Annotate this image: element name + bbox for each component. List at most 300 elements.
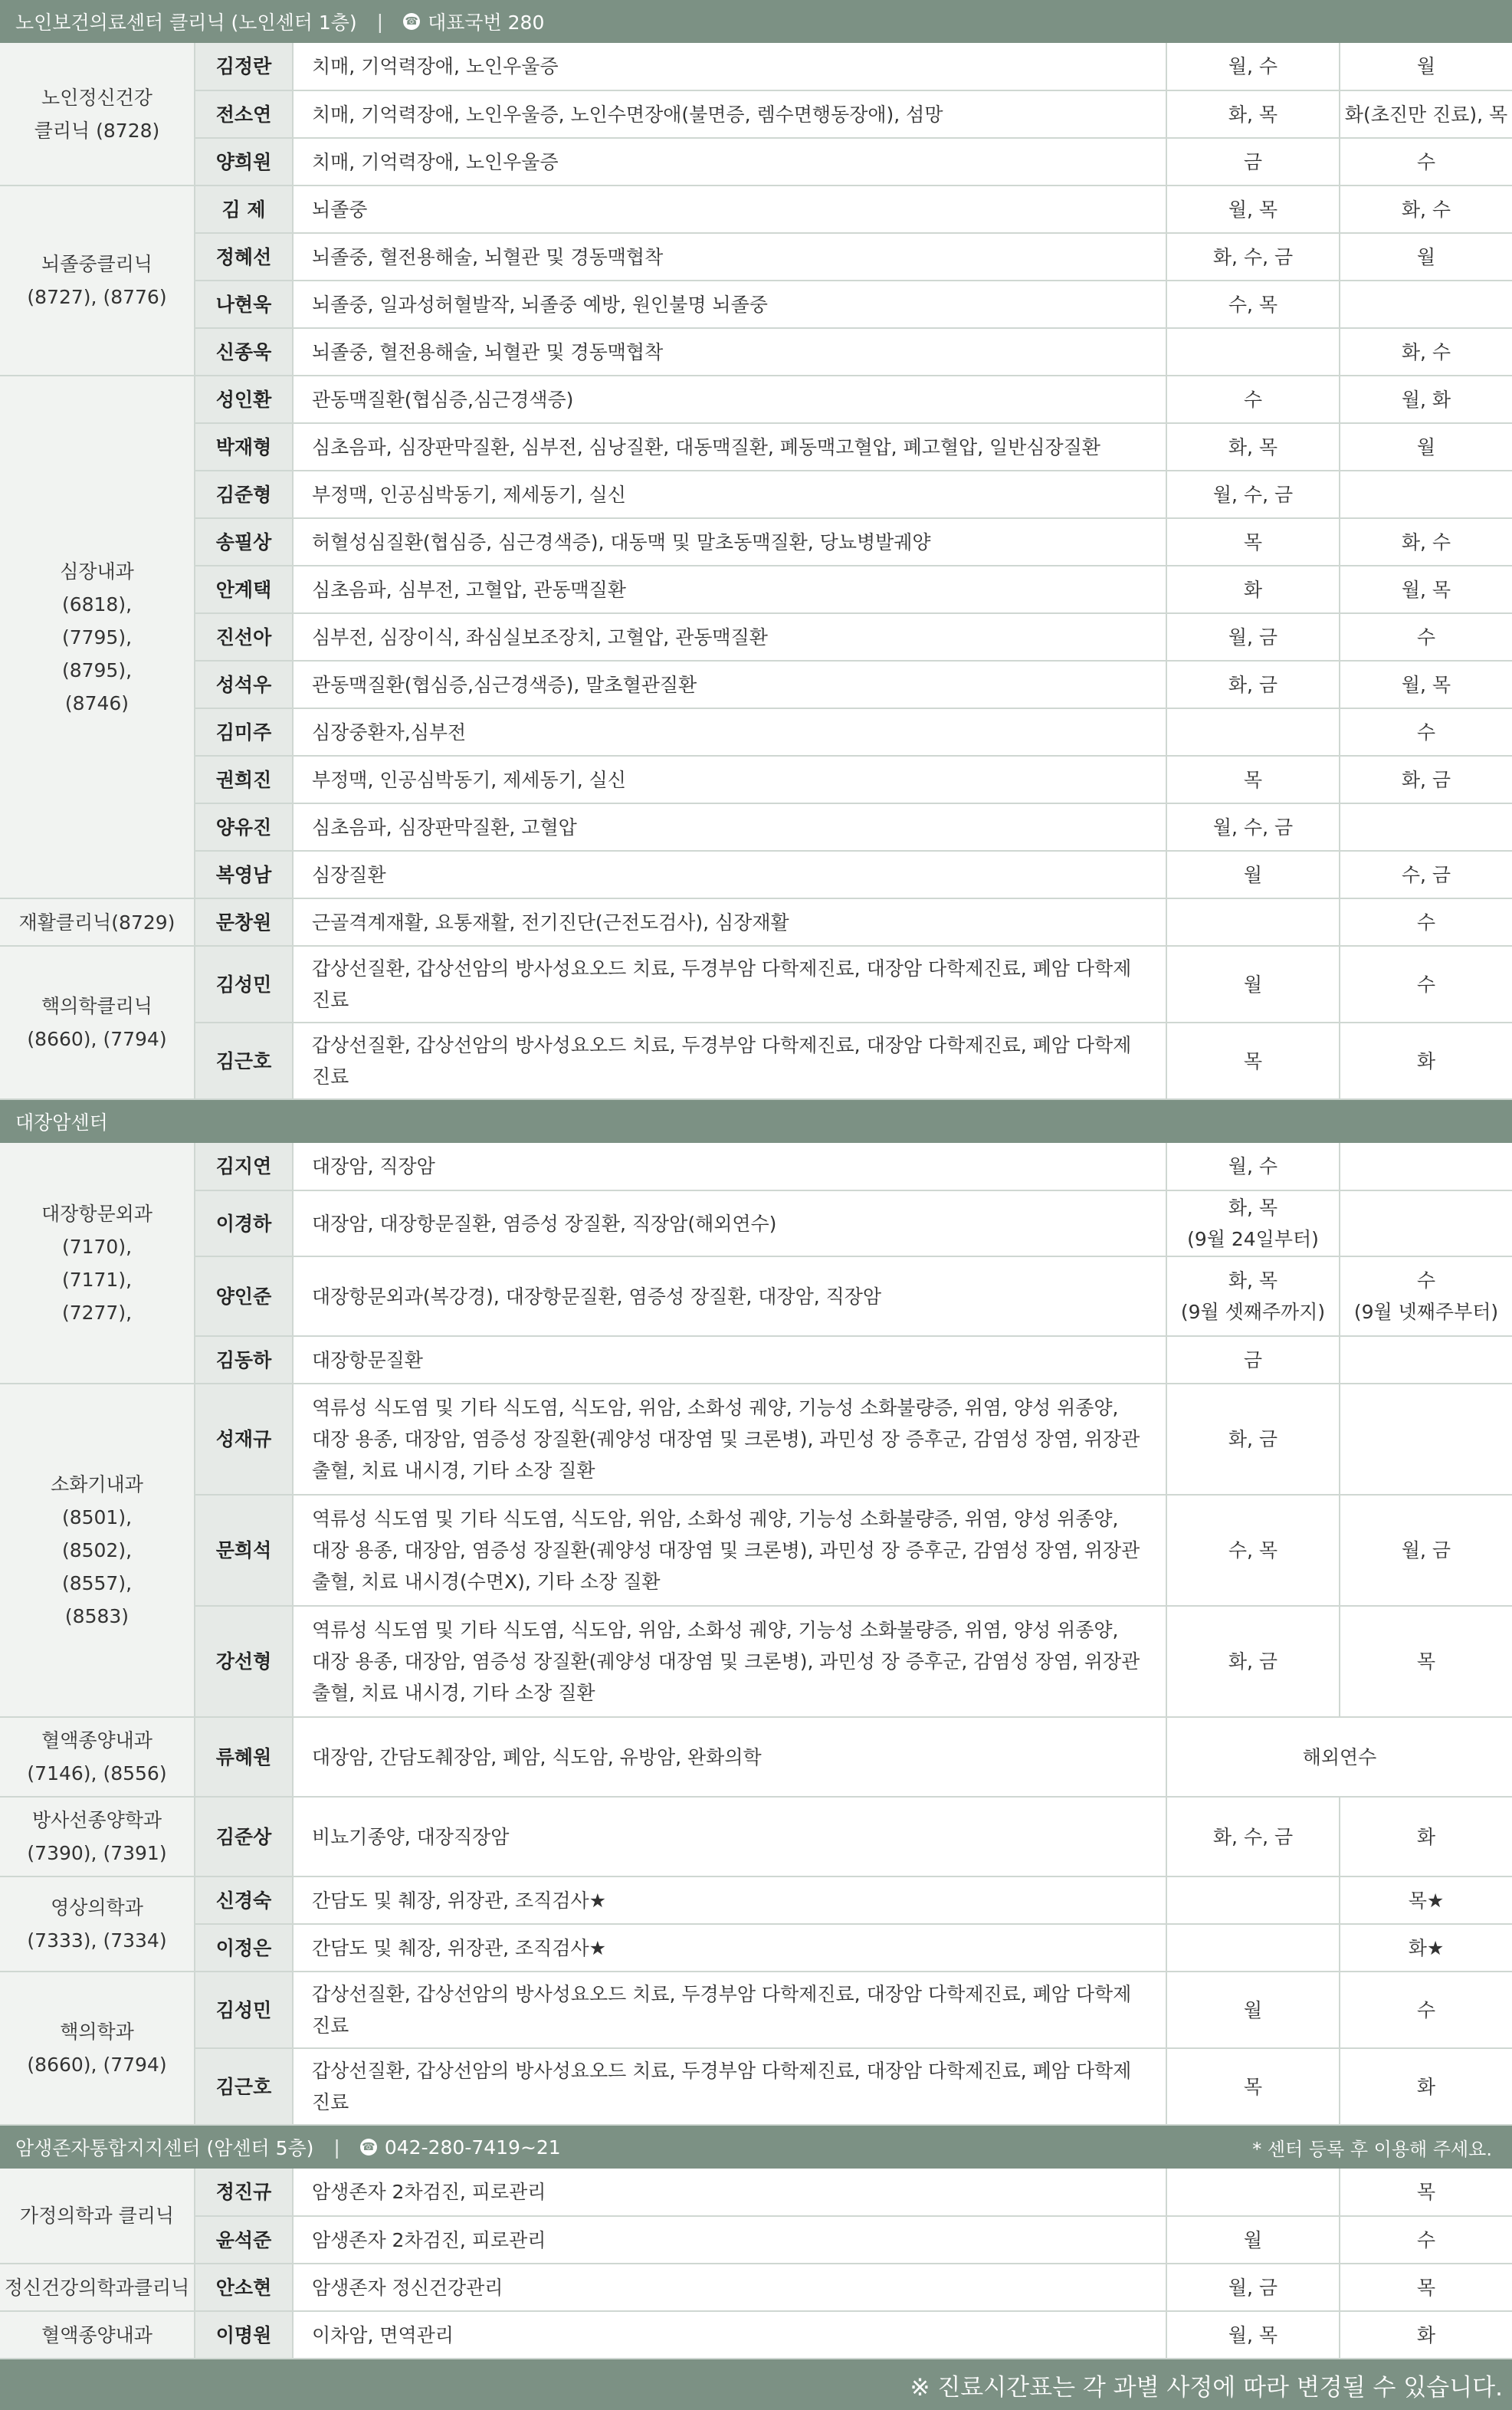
specialty-cell	[293, 898, 1166, 946]
schedule-line: 수	[1416, 150, 1436, 173]
table-row	[0, 281, 1512, 328]
schedule-line: 목	[1416, 2181, 1436, 2203]
schedule-am	[1166, 661, 1340, 708]
department-line: (8583)	[64, 1605, 130, 1627]
doctor-name: 이정은	[195, 1924, 293, 1972]
specialty-line: 뇌졸중	[312, 198, 368, 221]
doctor-name: 성재규	[195, 1384, 293, 1495]
specialty-line: 대장암, 간담도췌장암, 폐암, 식도암, 유방암, 완화의학	[312, 1745, 762, 1768]
table-row	[0, 803, 1512, 851]
specialty-line: 대장 용종, 대장암, 염증성 장질환(궤양성 대장염 및 크론병), 과민성 장 증후군, 감염성 장염, 위장관	[312, 1428, 1140, 1450]
schedule-line: 수	[1416, 911, 1436, 934]
schedule-am	[1166, 2169, 1340, 2216]
table-row	[0, 946, 1512, 1023]
department-line: 클리닉 (8728)	[34, 119, 160, 142]
doctor-name: 나현욱	[195, 281, 293, 328]
department-line: 영상의학과	[51, 1896, 143, 1919]
schedule-line: 화, 금	[1228, 1650, 1278, 1673]
specialty-line: 간담도 및 췌장, 위장관, 조직검사★	[312, 1889, 607, 1912]
schedule-line: 목	[1243, 2075, 1263, 2098]
table-row	[0, 2264, 1512, 2311]
schedule-line: 수	[1416, 625, 1436, 648]
schedule-pm	[1340, 1606, 1512, 1717]
department-cell	[0, 1876, 195, 1972]
specialty-line: 암생존자 정신건강관리	[312, 2276, 503, 2299]
table-row	[0, 1924, 1512, 1972]
table-row	[0, 1606, 1512, 1717]
specialty-text	[312, 1497, 1147, 1604]
schedule-am	[1166, 376, 1340, 423]
schedule-pm	[1340, 756, 1512, 803]
specialty-line: 대장항문외과(복강경), 대장항문질환, 염증성 장질환, 대장암, 직장암	[312, 1285, 882, 1308]
specialty-line: 치매, 기억력장애, 노인우울증	[312, 150, 559, 173]
schedule-pm	[1340, 471, 1512, 518]
schedule-pm	[1340, 1143, 1512, 1190]
specialty-line: 관동맥질환(협심증,심근경색증), 말초혈관질환	[312, 673, 697, 696]
schedule-am	[1166, 851, 1340, 898]
schedule-line: 목	[1243, 768, 1263, 791]
table-row	[0, 471, 1512, 518]
doctor-name: 권희진	[195, 756, 293, 803]
schedule-line: 월	[1243, 973, 1263, 996]
schedule-am	[1166, 90, 1340, 138]
section-phone: 042-280-7419~21	[384, 2136, 561, 2159]
doctor-name: 김근호	[195, 1023, 293, 1099]
specialty-line: 대장 용종, 대장암, 염증성 장질환(궤양성 대장염 및 크론병), 과민성 장 증후군, 감염성 장염, 위장관	[312, 1539, 1140, 1561]
department-cell	[0, 1384, 195, 1717]
doctor-name: 이명원	[195, 2311, 293, 2359]
specialty-line: 역류성 식도염 및 기타 식도염, 식도암, 위암, 소화성 궤양, 기능성 소화불량증, 위염, 양성 위종양,	[312, 1508, 1119, 1530]
department-line: (7146), (8556)	[27, 1762, 167, 1785]
schedule-am	[1166, 518, 1340, 566]
schedule-line: 월	[1243, 2228, 1263, 2251]
specialty-line: 심초음파, 심장판막질환, 심부전, 심낭질환, 대동맥질환, 폐동맥고혈압, 폐고혈압, 일반심장질환	[312, 435, 1100, 458]
specialty-text	[312, 1338, 1147, 1382]
schedule-line: 월, 화	[1401, 388, 1451, 411]
table-row	[0, 518, 1512, 566]
department-line: 대장항문외과	[41, 1202, 153, 1225]
schedule-table	[0, 43, 1512, 1100]
specialty-cell	[293, 2216, 1166, 2264]
specialty-line: 심장중환자,심부전	[312, 721, 467, 744]
schedule-am	[1166, 423, 1340, 471]
specialty-cell	[293, 328, 1166, 376]
specialty-line: 역류성 식도염 및 기타 식도염, 식도암, 위암, 소화성 궤양, 기능성 소화불량증, 위염, 양성 위종양,	[312, 1619, 1119, 1641]
schedule-am	[1166, 43, 1340, 90]
specialty-text	[312, 2218, 1147, 2262]
schedule-pm	[1340, 328, 1512, 376]
doctor-name: 전소연	[195, 90, 293, 138]
doctor-name: 복영남	[195, 851, 293, 898]
doctor-name: 양유진	[195, 803, 293, 851]
table-row	[0, 1256, 1512, 1336]
table-row	[0, 2216, 1512, 2264]
schedule-line: (9월 24일부터)	[1187, 1228, 1319, 1250]
schedule-line: 목★	[1408, 1889, 1445, 1912]
specialty-cell	[293, 851, 1166, 898]
schedule-table	[0, 2169, 1512, 2359]
schedule-line: 화, 수	[1401, 340, 1451, 363]
department-line: (7277),	[61, 1301, 133, 1324]
schedule-line: 월, 수	[1228, 55, 1278, 77]
department-cell	[0, 2169, 195, 2264]
specialty-line: 근골격계재활, 요통재활, 전기진단(근전도검사), 심장재활	[312, 911, 789, 934]
department-line: (6818),	[61, 593, 133, 616]
schedule-line: 월	[1416, 435, 1436, 458]
specialty-line: 이차암, 면역관리	[312, 2323, 454, 2346]
specialty-cell	[293, 613, 1166, 661]
schedule-pm	[1340, 661, 1512, 708]
department-line: 심장내과	[60, 560, 134, 583]
schedule-line: 화, 목	[1228, 435, 1278, 458]
specialty-line: 심초음파, 심부전, 고혈압, 관동맥질환	[312, 578, 626, 601]
specialty-text	[312, 1275, 1147, 1318]
doctor-name: 안소현	[195, 2264, 293, 2311]
specialty-text	[312, 2170, 1147, 2214]
specialty-text	[312, 93, 1147, 136]
schedule-pm	[1340, 518, 1512, 566]
department-cell	[0, 186, 195, 376]
schedule-am	[1166, 1336, 1340, 1384]
specialty-cell	[293, 1797, 1166, 1876]
specialty-line: 허혈성심질환(협심증, 심근경색증), 대동맥 및 말초동맥질환, 당뇨병발궤양	[312, 530, 931, 553]
schedule-pm	[1340, 2048, 1512, 2125]
table-row	[0, 1143, 1512, 1190]
schedule-pm	[1340, 186, 1512, 233]
schedule-line: 월, 목	[1228, 2323, 1278, 2346]
specialty-cell	[293, 946, 1166, 1023]
doctor-name: 김 제	[195, 186, 293, 233]
schedule-am	[1166, 756, 1340, 803]
specialty-cell	[293, 1384, 1166, 1495]
table-row	[0, 1972, 1512, 2048]
doctor-name: 이경하	[195, 1190, 293, 1256]
table-row	[0, 661, 1512, 708]
department-line: 핵의학과	[60, 2021, 134, 2043]
specialty-line: 갑상선질환, 갑상선암의 방사성요오드 치료, 두경부암 다학제진료, 대장암 다학제진료, 폐암 다학제진료	[312, 957, 1132, 1011]
table-row	[0, 1023, 1512, 1099]
department-line: (7795),	[61, 625, 133, 648]
specialty-cell	[293, 518, 1166, 566]
schedule-am	[1166, 2216, 1340, 2264]
schedule-pm	[1340, 708, 1512, 756]
department-cell	[0, 898, 195, 946]
table-row	[0, 756, 1512, 803]
department-line: (8727), (8776)	[27, 286, 167, 308]
department-line: 소화기내과	[51, 1473, 143, 1496]
specialty-line: 심장질환	[312, 863, 386, 886]
doctor-name: 김동하	[195, 1336, 293, 1384]
specialty-cell	[293, 2048, 1166, 2125]
department-line: 노인정신건강	[41, 86, 153, 109]
specialty-cell	[293, 90, 1166, 138]
department-line: 가정의학과 클리닉	[19, 2205, 175, 2227]
doctor-name: 진선아	[195, 613, 293, 661]
schedule-line: 목	[1243, 530, 1263, 553]
schedule-line: 화, 수	[1401, 530, 1451, 553]
specialty-line: 뇌졸중, 혈전용해술, 뇌혈관 및 경동맥협착	[312, 340, 664, 363]
specialty-line: 출혈, 치료 내시경, 기타 소장 질환	[312, 1459, 595, 1482]
schedule-pm	[1340, 613, 1512, 661]
schedule-line: (9월 셋째주까지)	[1180, 1301, 1326, 1323]
schedule-line: 화, 수, 금	[1212, 245, 1294, 268]
department-line: 혈액종양내과	[41, 1729, 153, 1752]
specialty-line: 갑상선질환, 갑상선암의 방사성요오드 치료, 두경부암 다학제진료, 대장암 다학제진료, 폐암 다학제 진료	[312, 1983, 1132, 2037]
specialty-text	[312, 1023, 1147, 1098]
doctor-name: 류혜원	[195, 1717, 293, 1797]
schedule-line: 화, 목	[1228, 103, 1278, 126]
section-title: 암생존자통합지지센터 (암센터 5층)	[15, 2137, 314, 2159]
schedule-line: 화★	[1408, 1936, 1445, 1959]
table-row	[0, 898, 1512, 946]
section-title: 노인보건의료센터 클리닉 (노인센터 1층)	[15, 11, 357, 34]
table-row	[0, 2048, 1512, 2125]
doctor-name: 김준형	[195, 471, 293, 518]
specialty-text	[312, 378, 1147, 422]
specialty-line: 심초음파, 심장판막질환, 고혈압	[312, 816, 577, 839]
specialty-cell	[293, 1336, 1166, 1384]
section-header	[0, 0, 1512, 43]
department-line: 방사선종양학과	[31, 1809, 162, 1831]
schedule-merged: 해외연수	[1166, 1717, 1512, 1797]
doctor-name: 정진규	[195, 2169, 293, 2216]
schedule-line: 월, 수, 금	[1212, 816, 1294, 839]
department-cell	[0, 1797, 195, 1876]
specialty-cell	[293, 661, 1166, 708]
schedule-pm	[1340, 1876, 1512, 1924]
department-line: 재활클리닉(8729)	[18, 911, 175, 934]
specialty-line: 치매, 기억력장애, 노인우울증, 노인수면장애(불면증, 렘수면행동장애), 섬망	[312, 103, 943, 126]
schedule-line: 월, 금	[1228, 625, 1278, 648]
specialty-text	[312, 188, 1147, 231]
specialty-text	[312, 283, 1147, 327]
phone-icon: ☎	[403, 13, 420, 30]
specialty-cell	[293, 1876, 1166, 1924]
specialty-cell	[293, 281, 1166, 328]
schedule-pm	[1340, 946, 1512, 1023]
specialty-text	[312, 758, 1147, 802]
department-cell	[0, 1972, 195, 2125]
table-row	[0, 1190, 1512, 1256]
doctor-name: 김성민	[195, 1972, 293, 2048]
section-header	[0, 1100, 1512, 1143]
schedule-am	[1166, 946, 1340, 1023]
table-row	[0, 566, 1512, 613]
schedule-line: 수, 목	[1228, 1539, 1278, 1561]
table-row	[0, 1495, 1512, 1606]
specialty-line: 역류성 식도염 및 기타 식도염, 식도암, 위암, 소화성 궤양, 기능성 소화불량증, 위염, 양성 위종양,	[312, 1397, 1119, 1419]
schedule-am	[1166, 1797, 1340, 1876]
schedule-pm	[1340, 2264, 1512, 2311]
schedule-pm	[1340, 1972, 1512, 2048]
schedule-line: 목	[1416, 2276, 1436, 2299]
schedule-am	[1166, 2264, 1340, 2311]
specialty-text	[312, 947, 1147, 1022]
specialty-line: 관동맥질환(협심증,심근경색증)	[312, 388, 574, 411]
schedule-am	[1166, 186, 1340, 233]
schedule-pm	[1340, 1336, 1512, 1384]
specialty-text	[312, 663, 1147, 707]
specialty-text	[312, 1608, 1147, 1715]
schedule-line: 화, 목	[1228, 1197, 1278, 1219]
table-row	[0, 1384, 1512, 1495]
specialty-cell	[293, 2264, 1166, 2311]
department-line: 정신건강의학과클리닉	[4, 2276, 190, 2299]
schedule-pm	[1340, 281, 1512, 328]
schedule-pm	[1340, 1023, 1512, 1099]
schedule-am	[1166, 1190, 1340, 1256]
doctor-name: 성석우	[195, 661, 293, 708]
schedule-line: 화(초진만 진료), 목	[1344, 103, 1508, 126]
specialty-line: 간담도 및 췌장, 위장관, 조직검사★	[312, 1936, 607, 1959]
doctor-name: 박재형	[195, 423, 293, 471]
specialty-cell	[293, 376, 1166, 423]
department-line: (8795),	[61, 658, 133, 681]
schedule-pm	[1340, 1256, 1512, 1336]
specialty-cell	[293, 1256, 1166, 1336]
schedule-pm	[1340, 43, 1512, 90]
doctor-name: 김미주	[195, 708, 293, 756]
department-line: 핵의학클리닉	[41, 995, 153, 1017]
schedule-pm	[1340, 851, 1512, 898]
doctor-name: 송필상	[195, 518, 293, 566]
doctor-name: 성인환	[195, 376, 293, 423]
schedule-am	[1166, 1023, 1340, 1099]
schedule-pm	[1340, 2311, 1512, 2359]
phone-icon: ☎	[360, 2139, 377, 2156]
schedule-line: 월	[1416, 245, 1436, 268]
schedule-line: 월, 금	[1401, 1539, 1451, 1561]
schedule-line: 수, 목	[1228, 293, 1278, 316]
table-row	[0, 851, 1512, 898]
schedule-line: 화	[1416, 2323, 1436, 2346]
doctor-name: 김지연	[195, 1143, 293, 1190]
doctor-name: 윤석준	[195, 2216, 293, 2264]
schedule-am	[1166, 898, 1340, 946]
specialty-text	[312, 1972, 1147, 2047]
schedule-pm	[1340, 1797, 1512, 1876]
schedule-line: 화, 금	[1228, 1428, 1278, 1450]
schedule-am	[1166, 566, 1340, 613]
specialty-text	[312, 473, 1147, 517]
specialty-text	[312, 44, 1147, 88]
specialty-cell	[293, 233, 1166, 281]
schedule-line: 화	[1416, 1049, 1436, 1072]
schedule-line: 월	[1243, 1998, 1263, 2021]
schedule-line: 화	[1416, 1825, 1436, 1848]
specialty-text	[312, 853, 1147, 897]
schedule-line: 화, 금	[1228, 673, 1278, 696]
department-line: 혈액종양내과	[41, 2323, 153, 2346]
doctor-name: 문희석	[195, 1495, 293, 1606]
schedule-line: 목	[1416, 1650, 1436, 1673]
specialty-cell	[293, 471, 1166, 518]
table-row	[0, 1876, 1512, 1924]
department-line: (8501),	[61, 1506, 133, 1528]
schedule-am	[1166, 2048, 1340, 2125]
schedule-line: 월, 수	[1228, 1155, 1278, 1177]
specialty-line: 암생존자 2차검진, 피로관리	[312, 2181, 546, 2203]
table-row	[0, 2169, 1512, 2216]
specialty-cell	[293, 43, 1166, 90]
table-row	[0, 43, 1512, 90]
table-row	[0, 708, 1512, 756]
specialty-text	[312, 1735, 1147, 1779]
specialty-cell	[293, 1606, 1166, 1717]
doctor-name: 양인준	[195, 1256, 293, 1336]
specialty-line: 암생존자 2차검진, 피로관리	[312, 2228, 546, 2251]
doctor-name: 신경숙	[195, 1876, 293, 1924]
schedule-pm	[1340, 2216, 1512, 2264]
specialty-cell	[293, 2311, 1166, 2359]
section-header	[0, 2126, 1512, 2169]
department-line: 뇌졸중클리닉	[41, 253, 153, 275]
schedule-am	[1166, 803, 1340, 851]
specialty-text	[312, 568, 1147, 612]
specialty-line: 부정맥, 인공심박동기, 제세동기, 실신	[312, 768, 626, 791]
schedule-am	[1166, 2311, 1340, 2359]
table-row	[0, 328, 1512, 376]
schedule-line: 월, 목	[1401, 578, 1451, 601]
table-row	[0, 613, 1512, 661]
schedule-line: 월, 목	[1401, 673, 1451, 696]
specialty-cell	[293, 186, 1166, 233]
table-row	[0, 376, 1512, 423]
doctor-name: 김준상	[195, 1797, 293, 1876]
doctor-name: 양희원	[195, 138, 293, 186]
department-line: (8557),	[61, 1572, 133, 1594]
schedule-line: 화, 수	[1401, 198, 1451, 221]
doctor-name: 안계택	[195, 566, 293, 613]
doctor-name: 신종욱	[195, 328, 293, 376]
specialty-line: 갑상선질환, 갑상선암의 방사성요오드 치료, 두경부암 다학제진료, 대장암 다학제진료, 폐암 다학제진료	[312, 1034, 1132, 1088]
specialty-text	[312, 1879, 1147, 1922]
schedule-am	[1166, 1924, 1340, 1972]
schedule-line: 월, 목	[1228, 198, 1278, 221]
doctor-name: 정혜선	[195, 233, 293, 281]
schedule-pm	[1340, 2169, 1512, 2216]
schedule-am	[1166, 328, 1340, 376]
department-cell	[0, 2311, 195, 2359]
schedule-line: 수, 금	[1401, 863, 1451, 886]
specialty-cell	[293, 138, 1166, 186]
table-row	[0, 423, 1512, 471]
specialty-cell	[293, 708, 1166, 756]
specialty-line: 치매, 기억력장애, 노인우울증	[312, 55, 559, 77]
department-line: (7170),	[61, 1235, 133, 1258]
schedule-line: 화	[1243, 578, 1263, 601]
schedule-am	[1166, 1876, 1340, 1924]
department-line: (7171),	[61, 1268, 133, 1291]
divider: |	[376, 10, 384, 33]
section-note: * 센터 등록 후 이용해 주세요.	[1252, 2138, 1492, 2160]
doctor-name: 김근호	[195, 2048, 293, 2125]
specialty-cell	[293, 1924, 1166, 1972]
schedule-line: 월, 금	[1228, 2276, 1278, 2299]
doctor-name: 김성민	[195, 946, 293, 1023]
specialty-text	[312, 616, 1147, 659]
schedule-line: 화	[1416, 2075, 1436, 2098]
specialty-text	[312, 520, 1147, 564]
schedule-pm	[1340, 898, 1512, 946]
specialty-line: 부정맥, 인공심박동기, 제세동기, 실신	[312, 483, 626, 506]
schedule-pm	[1340, 376, 1512, 423]
schedule-line: 월, 수, 금	[1212, 483, 1294, 506]
schedule-line: 월	[1416, 55, 1436, 77]
specialty-cell	[293, 1023, 1166, 1099]
department-line: (7390), (7391)	[27, 1842, 167, 1864]
department-line: (8502),	[61, 1539, 133, 1561]
